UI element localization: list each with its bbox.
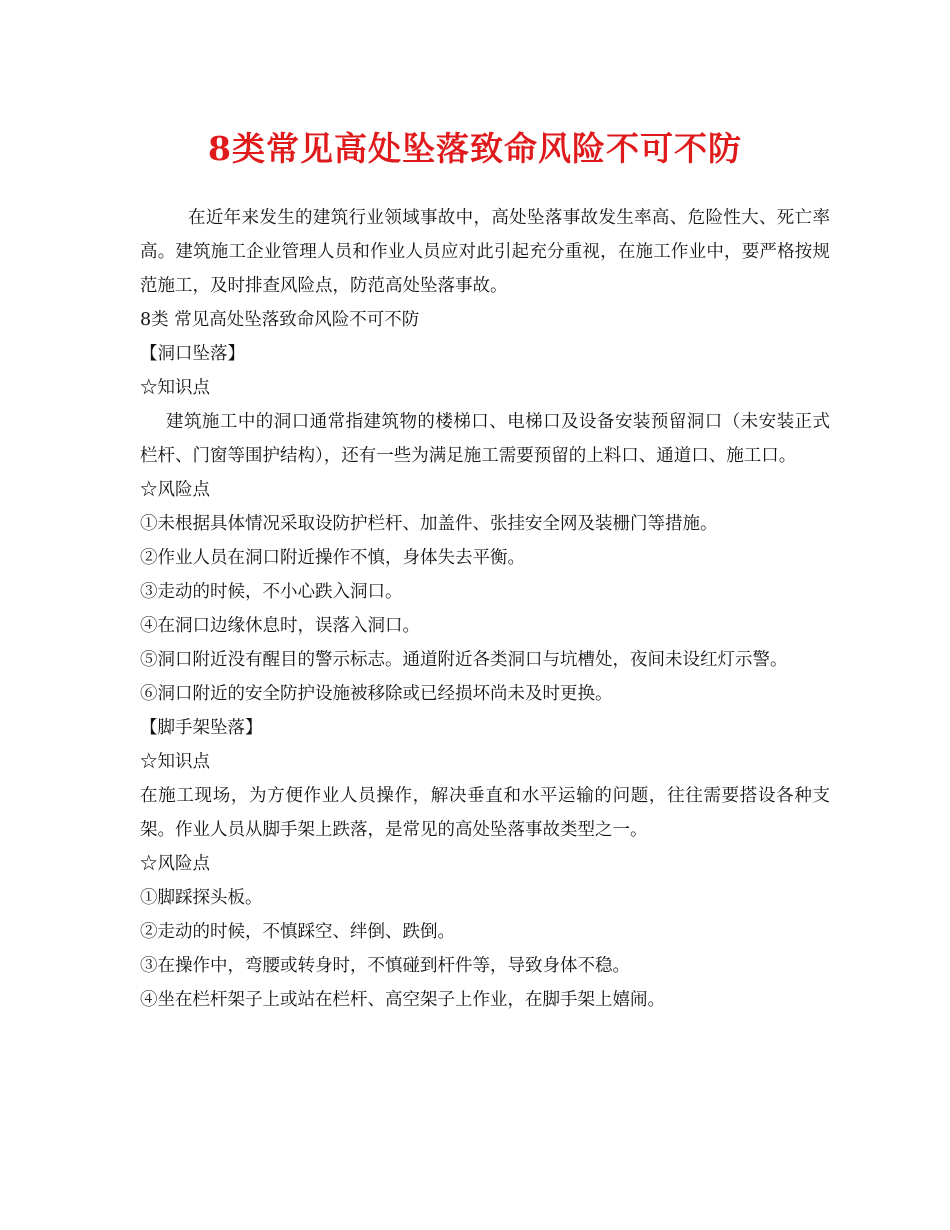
risk-label: ☆风险点 <box>140 854 210 874</box>
section-heading-scaffold-fall: 【脚手架坠落】 <box>140 718 263 738</box>
risk-item: ①脚踩探头板。 <box>140 888 263 908</box>
section-subtitle: 8类 常见高处坠落致命风险不可不防 <box>140 310 420 330</box>
risk-label: ☆风险点 <box>140 480 210 500</box>
risk-item: ②作业人员在洞口附近操作不慎，身体失去平衡。 <box>140 548 525 568</box>
risk-item: ⑥洞口附近的安全防护设施被移除或已经损坏尚未及时更换。 <box>140 684 613 704</box>
risk-item: ⑤洞口附近没有醒目的警示标志。通道附近各类洞口与坑槽处，夜间未设红灯示警。 <box>140 650 788 670</box>
intro-paragraph: 在近年来发生的建筑行业领域事故中，高处坠落事故发生率高、危险性大、死亡率高。建筑施工企业管理人员和作业人员应对此引起充分重视，在施工作业中，要严格按规范施工，及时排查风险点，防范高处坠落事故。 <box>140 208 830 296</box>
risk-item: ③走动的时候，不小心跌入洞口。 <box>140 582 403 602</box>
risk-item: ③在操作中，弯腰或转身时，不慎碰到杆件等，导致身体不稳。 <box>140 956 630 976</box>
risk-item: ④在洞口边缘休息时，误落入洞口。 <box>140 616 420 636</box>
risk-item: ②走动的时候，不慎踩空、绊倒、跌倒。 <box>140 922 455 942</box>
knowledge-label: ☆知识点 <box>140 752 210 772</box>
document-body <box>140 201 830 1017</box>
knowledge-paragraph: 在施工现场，为方便作业人员操作，解决垂直和水平运输的问题，往往需要搭设各种支架。作业人员从脚手架上跌落，是常见的高处坠落事故类型之一。 <box>140 786 830 840</box>
section-heading-opening-fall: 【洞口坠落】 <box>140 344 245 364</box>
knowledge-paragraph: 建筑施工中的洞口通常指建筑物的楼梯口、电梯口及设备安装预留洞口（未安装正式栏杆、门窗等围护结构），还有一些为满足施工需要预留的上料口、通道口、施工口。 <box>140 412 830 466</box>
document-title: 8类常见高处坠落致命风险不可不防 <box>208 129 742 168</box>
knowledge-label: ☆知识点 <box>140 378 210 398</box>
risk-item: ①未根据具体情况采取设防护栏杆、加盖件、张挂安全网及装栅门等措施。 <box>140 514 718 534</box>
risk-item: ④坐在栏杆架子上或站在栏杆、高空架子上作业，在脚手架上嬉闹。 <box>140 990 665 1010</box>
